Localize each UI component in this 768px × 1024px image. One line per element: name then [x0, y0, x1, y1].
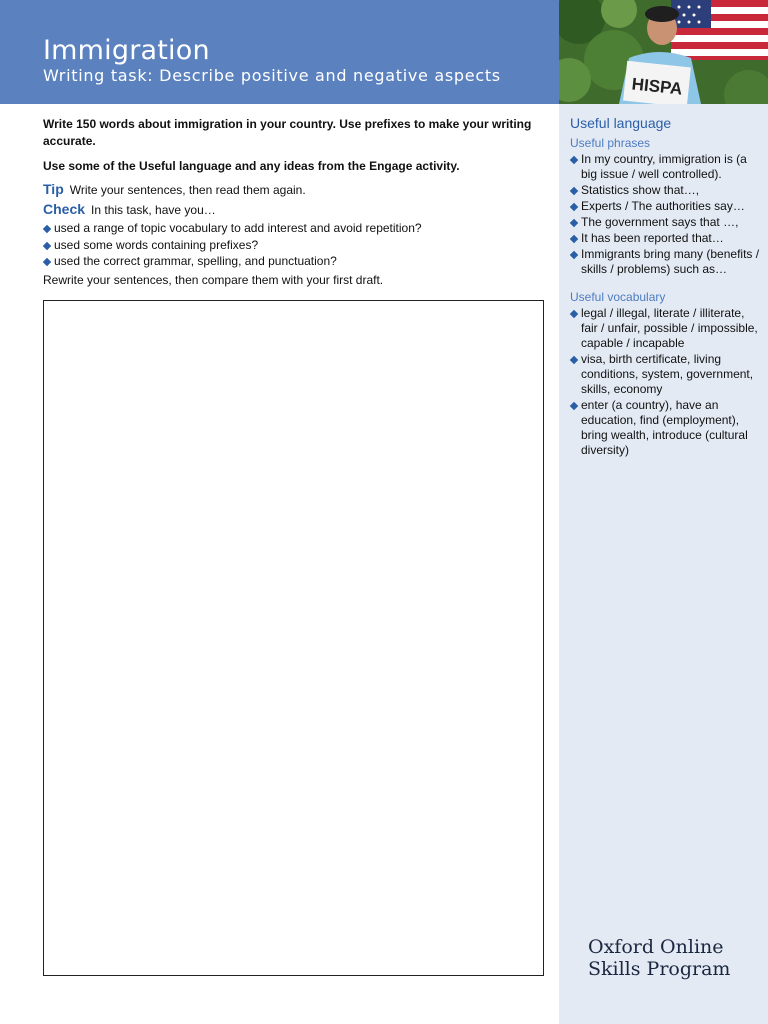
instruction-secondary: Use some of the Useful language and any ideas from the Engage activity. — [43, 159, 460, 173]
diamond-bullet-icon — [570, 235, 578, 243]
brand-line-2: Skills Program — [588, 958, 731, 980]
sign-text: HISPA — [630, 74, 684, 99]
vocabulary-item: visa, birth certificate, living conditions, system, government, skills, economy — [570, 352, 760, 397]
useful-phrases-heading: Useful phrases — [570, 136, 651, 150]
diamond-bullet-icon — [43, 241, 51, 249]
tip-line — [43, 181, 543, 199]
page-title: Immigration — [43, 35, 210, 66]
diamond-bullet-icon — [570, 219, 578, 227]
diamond-bullet-icon — [570, 187, 578, 195]
tip-text: Write your sentences, then read them again. — [69, 183, 306, 197]
phrase-item: Experts / The authorities say… — [570, 199, 760, 214]
checklist-item: used the correct grammar, spelling, and punctuation? — [43, 253, 543, 270]
diamond-bullet-icon — [570, 203, 578, 211]
us-flag — [671, 0, 768, 60]
check-label: Check — [43, 201, 86, 217]
phrase-item: In my country, immigration is (a big issue / well controlled). — [570, 152, 760, 182]
diamond-bullet-icon — [570, 310, 578, 318]
phrase-item: Immigrants bring many (benefits / skills / problems) such as… — [570, 247, 760, 277]
header-photo — [559, 0, 768, 104]
diamond-bullet-icon — [43, 225, 51, 233]
useful-phrases-list — [570, 152, 760, 277]
phrase-item: It has been reported that… — [570, 231, 760, 246]
check-text: In this task, have you… — [91, 203, 216, 217]
phrase-item: The government says that …, — [570, 215, 760, 230]
diamond-bullet-icon — [570, 356, 578, 364]
phrase-item: Statistics show that…, — [570, 183, 760, 198]
vocabulary-item: enter (a country), have an education, find (employment), bring wealth, introduce (cultural diversity) — [570, 398, 760, 458]
useful-vocabulary-list — [570, 306, 760, 458]
check-line — [43, 201, 543, 219]
useful-language — [570, 116, 760, 459]
brand-line-1: Oxford Online — [588, 936, 724, 958]
useful-language-heading: Useful language — [570, 115, 672, 131]
diamond-bullet-icon — [570, 402, 578, 410]
header-banner — [0, 0, 559, 104]
instructions — [43, 116, 543, 289]
rewrite-instruction: Rewrite your sentences, then compare them with your first draft. — [43, 272, 384, 287]
page-subtitle: Writing task: Describe positive and negative aspects — [43, 66, 501, 85]
brand-logo — [588, 936, 730, 980]
diamond-bullet-icon — [570, 251, 578, 259]
checklist — [43, 220, 543, 270]
writing-area[interactable] — [43, 300, 544, 976]
instruction-main: Write 150 words about immigration in your country. Use prefixes to make your writing accurate. — [43, 117, 532, 148]
diamond-bullet-icon — [43, 258, 51, 266]
useful-vocabulary-heading: Useful vocabulary — [570, 290, 666, 304]
tip-label: Tip — [43, 181, 64, 197]
protester-photo — [559, 0, 768, 104]
checklist-item: used a range of topic vocabulary to add interest and avoid repetition? — [43, 220, 543, 237]
checklist-item: used some words containing prefixes? — [43, 237, 543, 254]
vocabulary-item: legal / illegal, literate / illiterate, fair / unfair, possible / impossible, capable / incapable — [570, 306, 760, 351]
diamond-bullet-icon — [570, 156, 578, 164]
